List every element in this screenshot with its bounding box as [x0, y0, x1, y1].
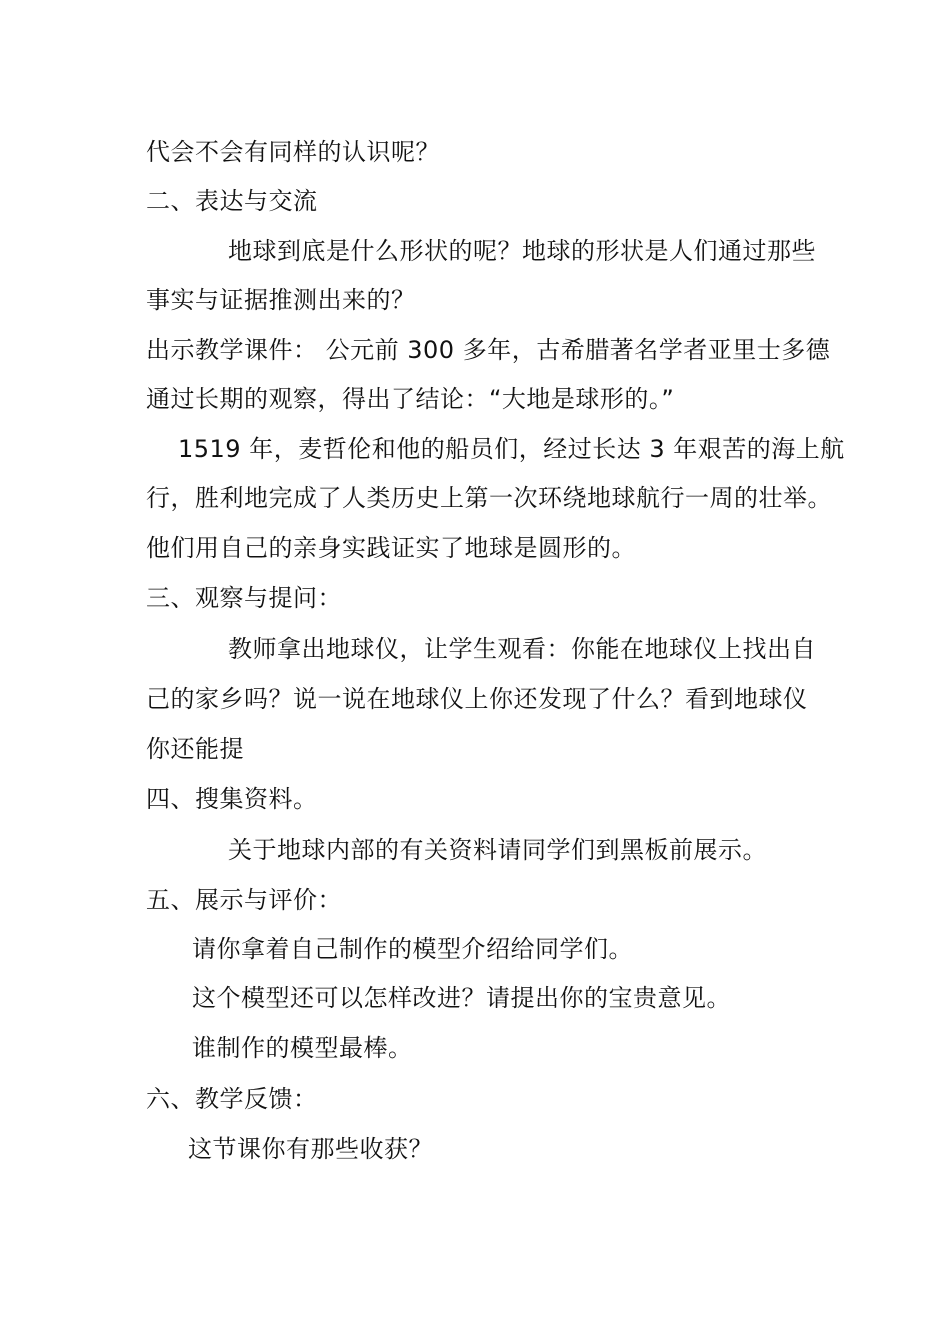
section-heading-2: 二、表达与交流 — [146, 187, 318, 215]
section-heading-5: 五、展示与评价： — [146, 886, 342, 914]
text-line: 这节课你有那些收获？ — [188, 1135, 433, 1163]
text-line: 行，胜利地完成了人类历史上第一次环绕地球航行一周的壮举。 — [146, 484, 832, 512]
text-line: 事实与证据推测出来的？ — [146, 286, 416, 314]
text-line: 代会不会有同样的认识呢？ — [146, 138, 440, 166]
section-heading-6: 六、教学反馈： — [146, 1085, 318, 1113]
text-line: 地球到底是什么形状的呢？地球的形状是人们通过那些 — [228, 237, 816, 265]
text-line: 通过长期的观察，得出了结论：“大地是球形的。” — [146, 385, 675, 413]
text-line: 谁制作的模型最棒。 — [192, 1034, 413, 1062]
text-line: 你还能提 — [146, 735, 244, 763]
text-line: 教师拿出地球仪，让学生观看：你能在地球仪上找出自 — [228, 635, 816, 663]
text-line: 请你拿着自己制作的模型介绍给同学们。 — [192, 935, 633, 963]
text-line: 己的家乡吗？说一说在地球仪上你还发现了什么？看到地球仪 — [146, 685, 808, 713]
text-line: 这个模型还可以怎样改进？请提出你的宝贵意见。 — [192, 984, 731, 1012]
section-heading-3: 三、观察与提问： — [146, 584, 342, 612]
text-line: 关于地球内部的有关资料请同学们到黑板前展示。 — [228, 836, 767, 864]
text-line: 他们用自己的亲身实践证实了地球是圆形的。 — [146, 534, 636, 562]
section-heading-4: 四、搜集资料。 — [146, 785, 318, 813]
text-line: 1519 年，麦哲伦和他的船员们，经过长达 3 年艰苦的海上航 — [178, 435, 845, 463]
text-line: 出示教学课件： 公元前 300 多年，古希腊著名学者亚里士多德 — [146, 336, 831, 364]
